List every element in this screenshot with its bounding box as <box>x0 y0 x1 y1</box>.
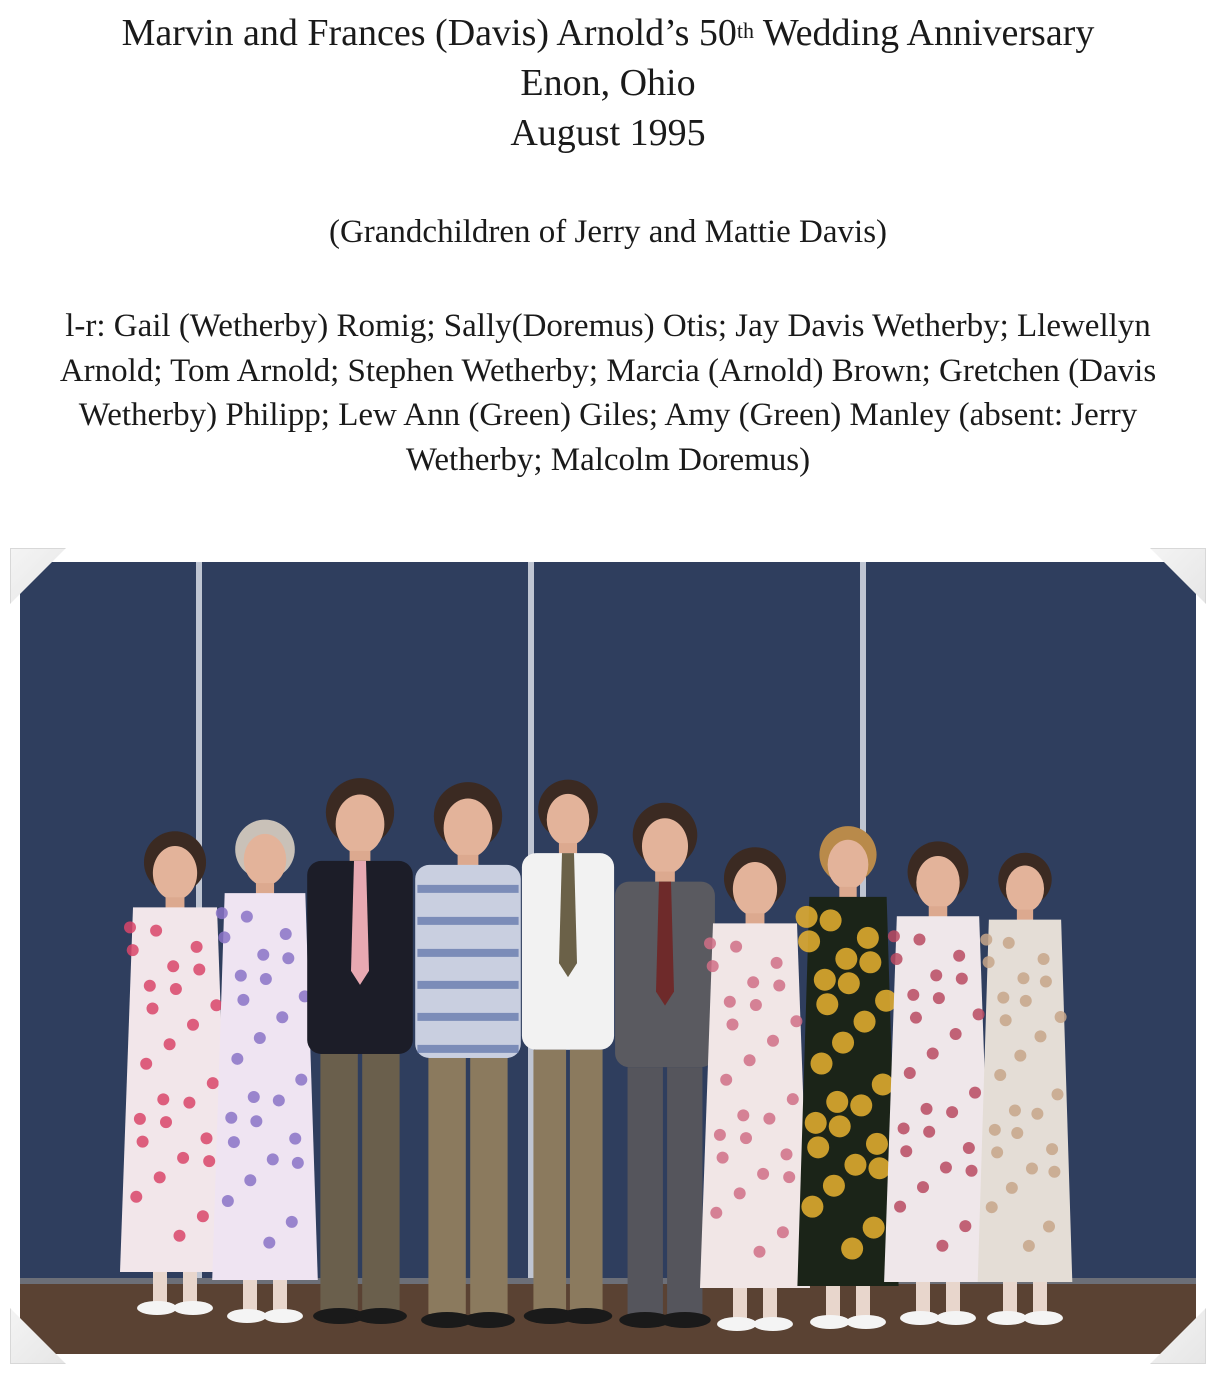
tie <box>351 861 369 985</box>
face <box>642 818 688 874</box>
dress-pattern <box>197 1210 209 1222</box>
dress-pattern <box>807 1136 829 1158</box>
tie <box>559 853 577 977</box>
dress-pattern <box>187 1019 199 1031</box>
face <box>733 862 777 916</box>
title <box>0 8 1216 58</box>
dress-pattern <box>767 1035 779 1047</box>
dress-pattern <box>150 925 162 937</box>
dress-pattern <box>959 1220 971 1232</box>
dress-pattern <box>956 973 968 985</box>
dress-pattern <box>1026 1163 1038 1175</box>
dress-pattern <box>157 1093 169 1105</box>
dress-pattern <box>263 1237 275 1249</box>
dress-pattern <box>823 1175 845 1197</box>
dress-pattern <box>863 1217 885 1239</box>
dress-pattern <box>910 1012 922 1024</box>
shoe <box>936 1311 976 1325</box>
dress-pattern <box>744 1054 756 1066</box>
dress-pattern <box>927 1048 939 1060</box>
dress-pattern <box>868 1157 890 1179</box>
dress-pattern <box>1017 972 1029 984</box>
leg <box>763 1288 777 1322</box>
leg <box>1033 1282 1047 1316</box>
dress-pattern <box>1014 1050 1026 1062</box>
trouser-leg <box>320 1054 357 1310</box>
people <box>120 778 1072 1331</box>
dress-pattern <box>289 1133 301 1145</box>
dress-pattern <box>177 1152 189 1164</box>
leg <box>916 1282 930 1316</box>
dress-pattern <box>857 927 879 949</box>
dress-pattern <box>771 957 783 969</box>
leg <box>1003 1282 1017 1316</box>
person <box>796 826 899 1329</box>
dress-pattern <box>805 1112 827 1134</box>
face <box>244 834 287 886</box>
dress-pattern <box>210 999 222 1011</box>
dress-pattern <box>953 950 965 962</box>
dress-pattern <box>295 1074 307 1086</box>
shoe <box>173 1301 213 1315</box>
dress-pattern <box>781 1148 793 1160</box>
dress-pattern <box>260 973 272 985</box>
dress-pattern <box>969 1087 981 1099</box>
dress-pattern <box>973 1008 985 1020</box>
dress-pattern <box>273 1094 285 1106</box>
dress-pattern <box>235 970 247 982</box>
dress-pattern <box>966 1165 978 1177</box>
dress-pattern <box>872 1073 894 1095</box>
dress-pattern <box>707 960 719 972</box>
dress-pattern <box>147 1003 159 1015</box>
trouser-leg <box>428 1058 465 1314</box>
dress-pattern <box>950 1028 962 1040</box>
dress-pattern <box>980 934 992 946</box>
dress-pattern <box>844 1154 866 1176</box>
face <box>444 798 493 857</box>
leg <box>243 1280 257 1314</box>
dress-pattern <box>777 1226 789 1238</box>
dress-pattern <box>222 1195 234 1207</box>
face <box>153 846 197 900</box>
dress-pattern <box>710 1207 722 1219</box>
dress-pattern <box>773 980 785 992</box>
dress-pattern <box>170 983 182 995</box>
dress-pattern <box>907 989 919 1001</box>
trouser-leg <box>570 1050 603 1310</box>
dress-pattern <box>814 969 836 991</box>
dress-pattern <box>730 941 742 953</box>
dress-pattern <box>832 1032 854 1054</box>
dress-pattern <box>930 969 942 981</box>
dress-pattern <box>1048 1166 1060 1178</box>
dress-pattern <box>225 1112 237 1124</box>
dress-pattern <box>193 964 205 976</box>
dress-pattern <box>787 1093 799 1105</box>
leg <box>183 1272 197 1306</box>
dress-pattern <box>164 1038 176 1050</box>
dress-pattern <box>900 1145 912 1157</box>
dress-pattern <box>237 994 249 1006</box>
dress-pattern <box>850 1094 872 1116</box>
dress-pattern <box>963 1142 975 1154</box>
dress-pattern <box>986 1201 998 1213</box>
face <box>828 840 869 890</box>
sweater-stripe <box>417 885 518 893</box>
subtitle: (Grandchildren of Jerry and Mattie Davis) <box>328 214 888 250</box>
dress-pattern <box>714 1129 726 1141</box>
trouser-leg <box>470 1058 507 1314</box>
leg <box>153 1272 167 1306</box>
dress-pattern <box>816 993 838 1015</box>
dress-pattern <box>820 909 842 931</box>
dress-pattern <box>826 1091 848 1113</box>
dress-pattern <box>763 1113 775 1125</box>
sweater-stripe <box>417 1045 518 1053</box>
shoe <box>355 1308 407 1324</box>
dress-pattern <box>801 1196 823 1218</box>
dress-pattern <box>946 1106 958 1118</box>
shoe <box>659 1312 711 1328</box>
dress-pattern <box>913 934 925 946</box>
dress-pattern <box>292 1157 304 1169</box>
dress-pattern <box>898 1122 910 1134</box>
dress-pattern <box>811 1053 833 1075</box>
dress-pattern <box>134 1113 146 1125</box>
dress-pattern <box>737 1109 749 1121</box>
dress-pattern <box>183 1097 195 1109</box>
dress-pattern <box>257 949 269 961</box>
title-superscript: th <box>736 18 755 43</box>
dress-pattern <box>207 1077 219 1089</box>
dress-pattern <box>750 999 762 1011</box>
shoe <box>987 1311 1027 1325</box>
dress-pattern <box>835 948 857 970</box>
dress-pattern <box>280 928 292 940</box>
dress-pattern <box>790 1015 802 1027</box>
dress-pattern <box>127 944 139 956</box>
dress-pattern <box>859 951 881 973</box>
leg <box>273 1280 287 1314</box>
dress-pattern <box>144 980 156 992</box>
dress-pattern <box>891 953 903 965</box>
dress-pattern <box>921 1103 933 1115</box>
sweater-stripe <box>417 981 518 989</box>
person <box>978 853 1073 1325</box>
dress-pattern <box>798 930 820 952</box>
leg <box>946 1282 960 1316</box>
shoe <box>1023 1311 1063 1325</box>
dress-pattern <box>1052 1088 1064 1100</box>
names-list: l-r: Gail (Wetherby) Romig; Sally(Doremus) Otis; Jay Davis Wetherby; Llewellyn Arnold; Tom Arnold; Stephen Wetherby; Marcia (Arnold) Brown; Gretchen (Davis Wetherby) Philipp; Lew Ann (Green) Giles; Amy (Green) Manley (absent: Jerry Wetherby; Malcolm Doremus) <box>59 308 1157 478</box>
shoe <box>753 1317 793 1331</box>
dress-pattern <box>254 1032 266 1044</box>
dress-pattern <box>130 1191 142 1203</box>
dress-pattern <box>724 996 736 1008</box>
leg <box>733 1288 747 1322</box>
title-text: Marvin and Frances (Davis) Arnold’s 50 <box>121 12 737 54</box>
place: Enon, Ohio <box>520 62 696 104</box>
dress-pattern <box>720 1074 732 1086</box>
tie <box>656 882 674 1006</box>
face <box>916 856 959 909</box>
dress-pattern <box>1031 1108 1043 1120</box>
trouser-leg <box>667 1067 702 1314</box>
dress-pattern <box>241 911 253 923</box>
dress-pattern <box>228 1136 240 1148</box>
dress-pattern <box>933 992 945 1004</box>
photo-illustration <box>20 562 1196 1354</box>
face <box>336 794 385 853</box>
dress-pattern <box>248 1091 260 1103</box>
leg <box>856 1286 870 1320</box>
dress-pattern <box>1038 953 1050 965</box>
shoe <box>227 1309 267 1323</box>
dress-pattern <box>923 1126 935 1138</box>
shoe <box>900 1311 940 1325</box>
dress-pattern <box>757 1168 769 1180</box>
trouser-leg <box>362 1054 399 1310</box>
caption <box>0 0 1216 158</box>
dress-pattern <box>216 907 228 919</box>
group-photo <box>20 562 1196 1354</box>
dress-pattern <box>160 1116 172 1128</box>
dress-pattern <box>866 1133 888 1155</box>
shoe <box>717 1317 757 1331</box>
date: August 1995 <box>510 112 706 154</box>
dress-pattern <box>841 1238 863 1260</box>
shoe <box>463 1312 515 1328</box>
shoe <box>810 1315 850 1329</box>
dress-pattern <box>717 1152 729 1164</box>
dress-pattern <box>989 1124 1001 1136</box>
dress-pattern <box>796 906 818 928</box>
dress-pattern <box>191 941 203 953</box>
dress-pattern <box>201 1132 213 1144</box>
dress-pattern <box>140 1058 152 1070</box>
dress-pattern <box>888 930 900 942</box>
dress-pattern <box>267 1153 279 1165</box>
shoe <box>560 1308 612 1324</box>
dress-pattern <box>734 1187 746 1199</box>
trouser-leg <box>628 1067 663 1314</box>
dress-pattern <box>218 931 230 943</box>
dress-pattern <box>282 952 294 964</box>
dress-pattern <box>704 937 716 949</box>
photo-frame <box>10 548 1206 1364</box>
dress-pattern <box>174 1230 186 1242</box>
dress-pattern <box>940 1162 952 1174</box>
face <box>547 794 590 846</box>
dress-pattern <box>997 992 1009 1004</box>
sweater-stripe <box>417 917 518 925</box>
dress-pattern <box>1003 937 1015 949</box>
dress-pattern <box>829 1115 851 1137</box>
sweater-stripe <box>417 1013 518 1021</box>
dress-pattern <box>231 1053 243 1065</box>
dress-pattern <box>154 1171 166 1183</box>
dress-pattern <box>747 976 759 988</box>
shoe <box>137 1301 177 1315</box>
dress-pattern <box>1040 976 1052 988</box>
dress-pattern <box>250 1115 262 1127</box>
dress-pattern <box>276 1011 288 1023</box>
dress-pattern <box>1046 1143 1058 1155</box>
dress-pattern <box>137 1136 149 1148</box>
dress-pattern <box>286 1216 298 1228</box>
shoe <box>846 1315 886 1329</box>
dress-pattern <box>1055 1011 1067 1023</box>
dress-pattern <box>894 1201 906 1213</box>
dress-pattern <box>1006 1182 1018 1194</box>
sweater-stripe <box>417 949 518 957</box>
trouser-leg <box>533 1050 566 1310</box>
dress-pattern <box>1034 1030 1046 1042</box>
dress-pattern <box>917 1181 929 1193</box>
dress-pattern <box>991 1146 1003 1158</box>
torso <box>415 865 521 1058</box>
dress-pattern <box>1020 995 1032 1007</box>
dress-pattern <box>124 921 136 933</box>
dress-pattern <box>727 1019 739 1031</box>
dress-pattern <box>983 956 995 968</box>
dress-pattern <box>1000 1014 1012 1026</box>
dress-pattern <box>994 1069 1006 1081</box>
dress-pattern <box>1023 1240 1035 1252</box>
dress-pattern <box>1011 1127 1023 1139</box>
dress-pattern <box>244 1174 256 1186</box>
dress-pattern <box>838 972 860 994</box>
dress-pattern <box>854 1011 876 1033</box>
dress-pattern <box>203 1155 215 1167</box>
dress-pattern <box>936 1240 948 1252</box>
face <box>1006 865 1044 911</box>
dress-pattern <box>754 1246 766 1258</box>
dress-pattern <box>1043 1221 1055 1233</box>
dress-pattern <box>740 1132 752 1144</box>
shoe <box>263 1309 303 1323</box>
dress-pattern <box>904 1067 916 1079</box>
leg <box>826 1286 840 1320</box>
dress-pattern <box>783 1171 795 1183</box>
dress-pattern <box>1009 1104 1021 1116</box>
dress-pattern <box>167 960 179 972</box>
person <box>212 820 318 1323</box>
title-text-end: Wedding Anniversary <box>754 12 1095 54</box>
